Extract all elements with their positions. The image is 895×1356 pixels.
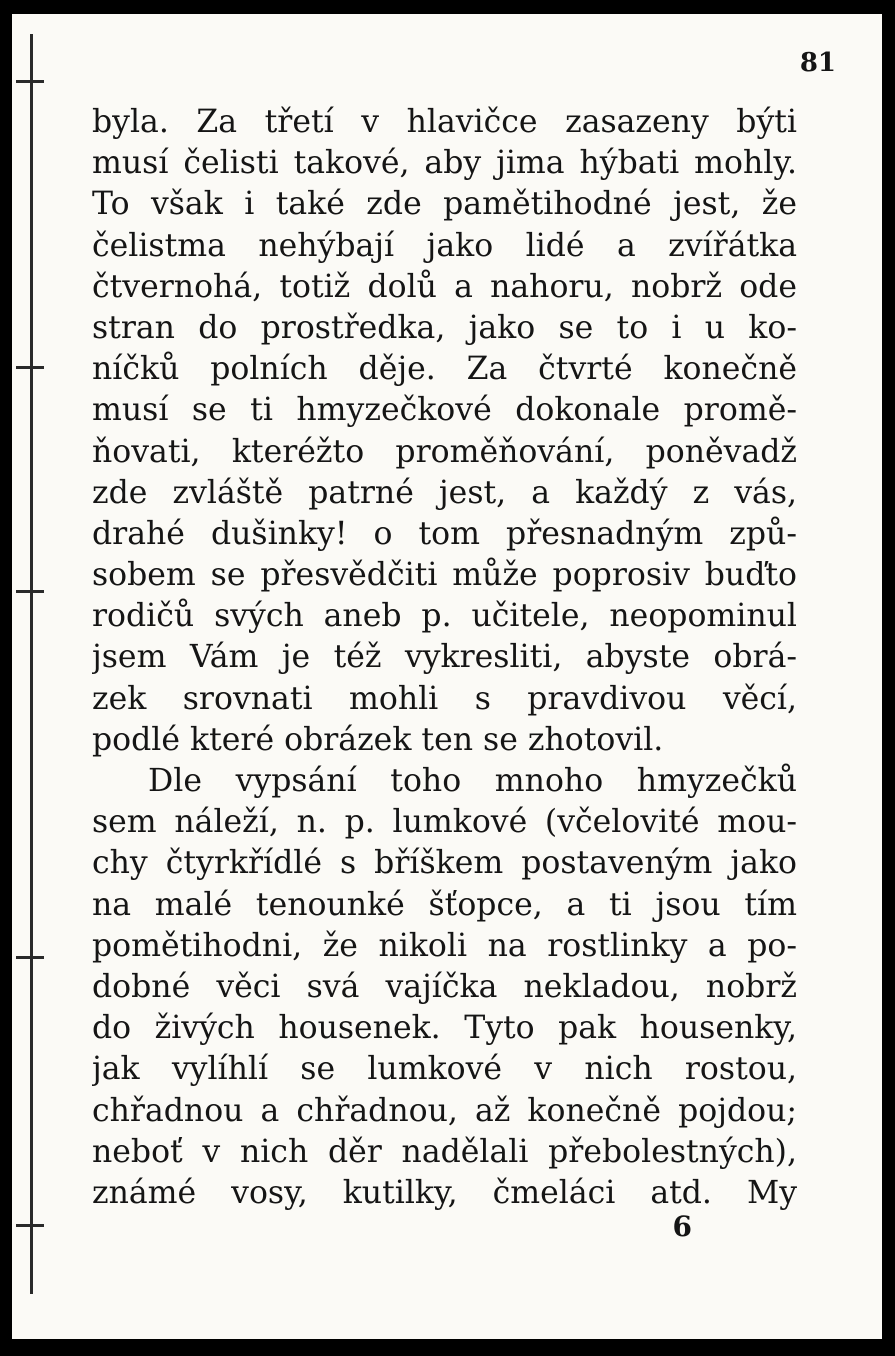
text-line: To však i také zde pamětihodné jest, že	[92, 186, 797, 223]
text-line: čtvernohá, totiž dolů a nahoru, nobrž ode	[92, 268, 797, 305]
text-line: čelistma nehýbají jako lidé a zvířátka	[92, 227, 797, 264]
text-line: jak vylíhlí se lumkové v nich rostou,	[92, 1051, 797, 1088]
signature-mark: 6	[672, 1210, 692, 1243]
text-line: Dle vypsání toho mnoho hmyzečků	[148, 763, 797, 799]
text-line: rodičů svých aneb p. učitele, neopominul	[92, 598, 797, 635]
text-line: chy čtyrkřídlé s bříškem postaveným jako	[92, 845, 797, 882]
paragraph-1	[92, 102, 797, 761]
text-line: pomětihodni, že nikoli na rostlinky a po-	[92, 927, 797, 964]
text-line: sem náleží, n. p. lumkové (včelovité mou-	[92, 804, 797, 841]
text-line: do živých housenek. Tyto pak housenky,	[92, 1010, 797, 1047]
binding-tick	[16, 956, 44, 959]
text-line: známé vosy, kutilky, čmeláci atd. My	[92, 1174, 797, 1211]
text-line: musí se ti hmyzečkové dokonale promě-	[92, 392, 797, 429]
binding-tick	[16, 80, 44, 83]
text-line: chřadnou a chřadnou, až konečně pojdou;	[92, 1092, 797, 1129]
text-line: zek srovnati mohli s pravdivou věcí,	[92, 680, 797, 717]
page-number: 81	[799, 48, 836, 78]
binding-tick	[16, 590, 44, 593]
text-line: níčků polních děje. Za čtvrté konečně	[92, 351, 797, 388]
text-line: byla. Za třetí v hlavičce zasazeny býti	[92, 104, 797, 140]
text-line: na malé tenounké šťopce, a ti jsou tím	[92, 886, 797, 923]
text-line: ňovati, kteréžto proměňování, poněvadž	[92, 433, 797, 470]
paragraph-2	[92, 761, 797, 1214]
binding-tick	[16, 1224, 44, 1227]
binding-tick	[16, 366, 44, 369]
text-line: stran do prostředka, jako se to i u ko-	[92, 309, 797, 346]
text-line: dobné věci svá vajíčka nekladou, nobrž	[92, 968, 797, 1005]
body-text	[92, 102, 797, 1214]
book-page	[12, 14, 882, 1339]
binding-edge	[30, 34, 33, 1294]
text-line: drahé dušinky! o tom přesnadným způ-	[92, 515, 797, 552]
text-line: podlé které obrázek ten se zhotovil.	[92, 721, 664, 758]
text-line: sobem se přesvědčiti může poprosiv buďto	[92, 557, 797, 594]
text-line: musí čelisti takové, aby jima hýbati mohly.	[92, 145, 797, 182]
text-line: zde zvláště patrné jest, a každý z vás,	[92, 474, 797, 511]
text-line: jsem Vám je též vykresliti, abyste obrá-	[92, 639, 797, 676]
text-line: neboť v nich děr nadělali přebolestných),	[92, 1133, 797, 1170]
